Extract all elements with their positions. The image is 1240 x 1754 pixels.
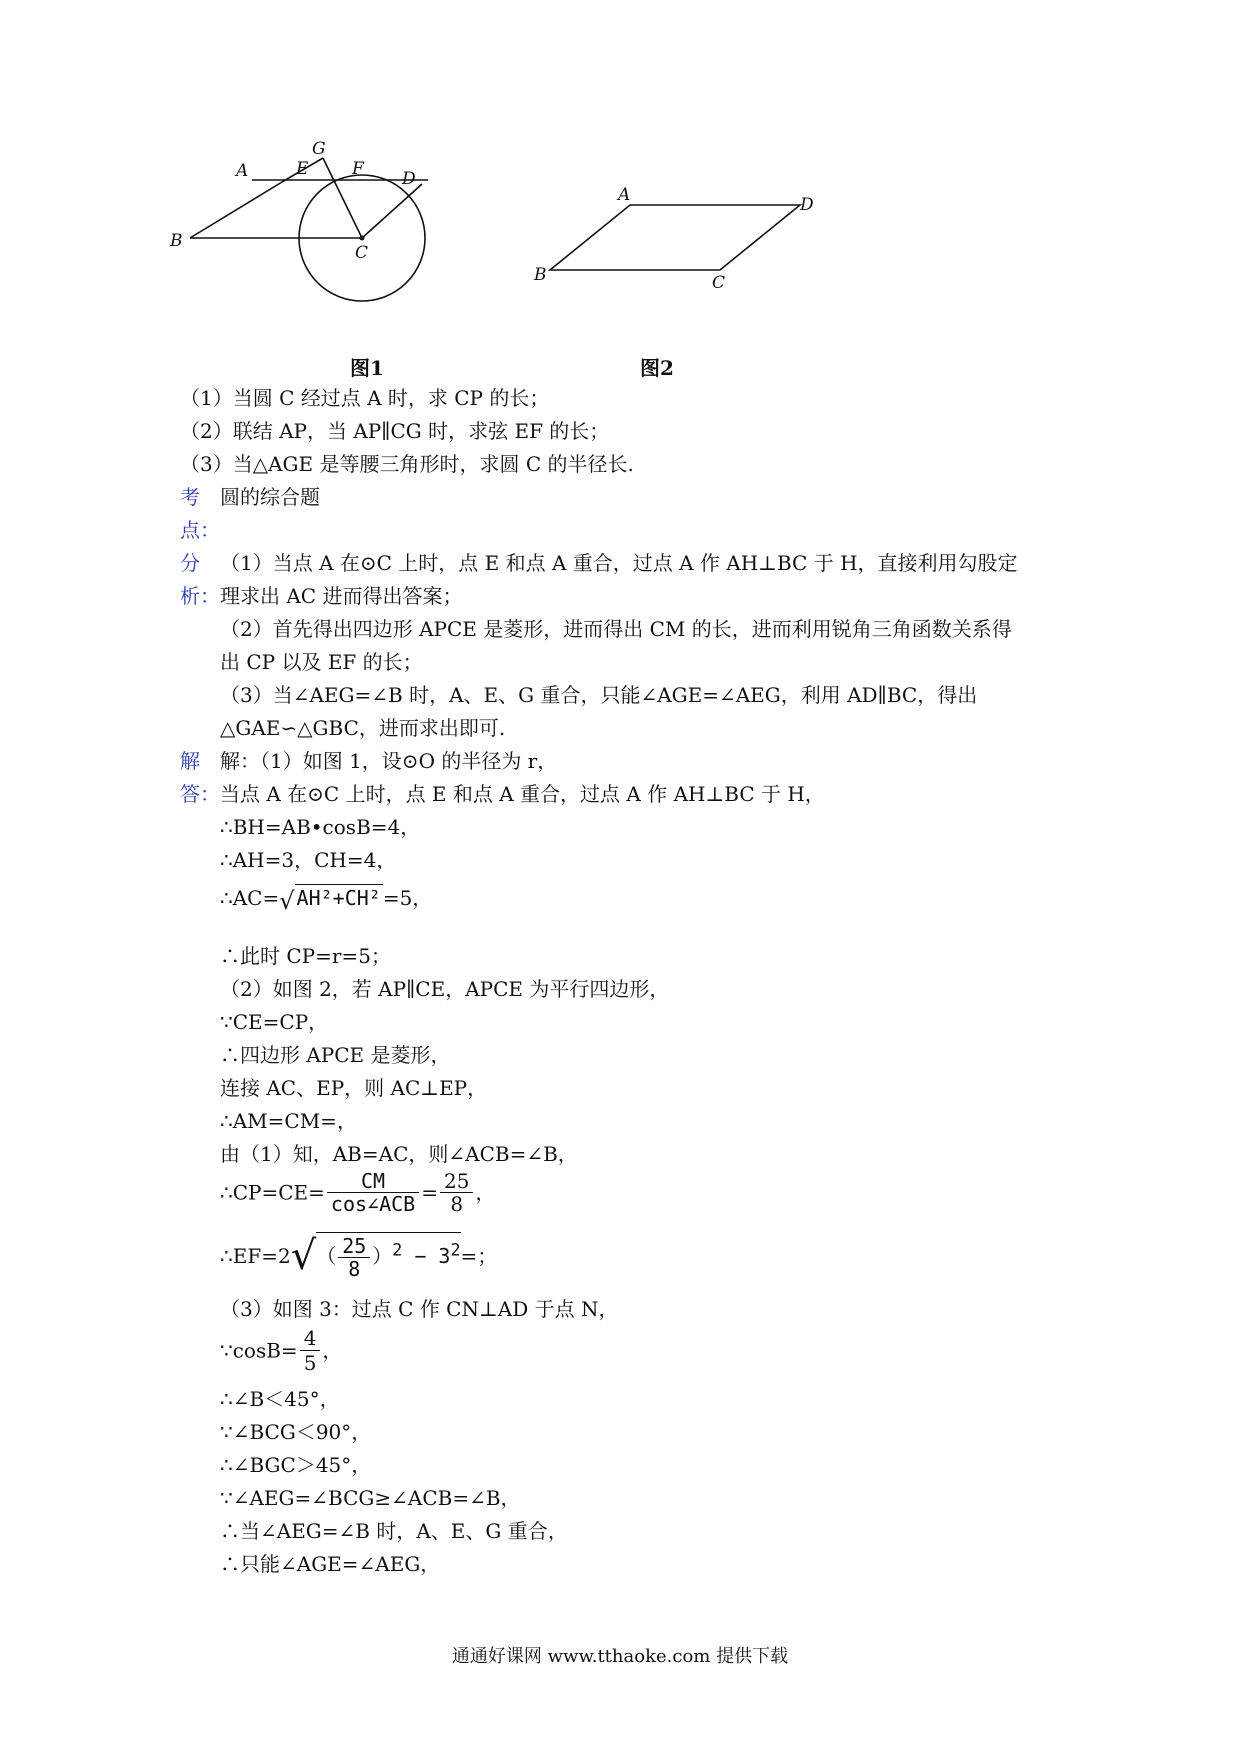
exp-2: 2 [450, 1240, 461, 1260]
fraction-numerator: CM [327, 1170, 419, 1193]
segment-ab [190, 182, 282, 238]
answer-line-4: ∴AH=3，CH=4， [220, 848, 397, 872]
answer-line-1: 解：（1）如图 1，设⊙O 的半径为 r， [220, 749, 558, 773]
fig2-label-b: B [534, 265, 547, 285]
parallelogram-abcd [550, 205, 800, 270]
answer-line-19: ∴∠BGC＞45°， [220, 1453, 372, 1477]
fenxi-line-5: （3）当∠AEG=∠B 时，A、E、G 重合，只能∠AGE=∠AEG，利用 AD∥BC，得出 [220, 683, 978, 707]
fig1-label-d: D [402, 169, 416, 189]
answer-line-11: ∴AM=CM=， [220, 1109, 357, 1133]
paren-close: ） [372, 1244, 393, 1268]
fraction-cm-cos [327, 1170, 419, 1215]
fig1-label-a: A [236, 161, 249, 181]
fig1-label-e: E [296, 159, 309, 179]
cp-suffix: ， [475, 1180, 496, 1205]
answer-line-22: ∴只能∠AGE=∠AEG， [220, 1552, 441, 1576]
answer-line-9: ∴四边形 APCE 是菱形， [220, 1043, 451, 1067]
answer-line-13 [220, 1170, 495, 1215]
fraction-25-8 [440, 1170, 473, 1215]
fraction-denominator: cos∠ACB [330, 1192, 416, 1216]
answer-line-14: ∴EF=2√（ $\frac{25}{8}$ ）$^2 - 3^2=$； [220, 1233, 498, 1281]
answer-line-20: ∵∠AEG=∠BCG≥∠ACB=∠B， [220, 1486, 521, 1510]
figure-1-caption: 图1 [350, 356, 384, 380]
fraction-25-8-b [338, 1235, 370, 1280]
fraction-denominator-2: 8 [450, 1192, 464, 1216]
question-2: （2）联结 AP，当 AP∥CG 时，求弦 EF 的长； [180, 419, 610, 443]
answer-line-15: （3）如图 3：过点 C 作 CN⊥AD 于点 N， [220, 1297, 619, 1321]
fraction-4-5 [300, 1326, 321, 1375]
ef-den: 8 [348, 1257, 361, 1281]
answer-line-8: ∵CE=CP， [220, 1010, 329, 1034]
fig1-label-c: C [355, 243, 369, 263]
answer-line-2: 当点 A 在⊙C 上时，点 E 和点 A 重合，过点 A 作 AH⊥BC 于 H， [220, 782, 825, 806]
question-1: （1）当圆 C 经过点 A 时，求 CP 的长； [180, 386, 550, 410]
figure-1 [170, 140, 490, 360]
jieda-tag-2: 答： [180, 782, 220, 806]
answer-line-7: （2）如图 2，若 AP∥CE，APCE 为平行四边形， [220, 977, 670, 1001]
fig1-label-g: G [312, 140, 326, 159]
answer-line-18: ∵∠BCG＜90°， [220, 1420, 372, 1444]
ef-num: 25 [338, 1235, 370, 1258]
equals: = [421, 1180, 438, 1205]
fenxi-line-1: （1）当点 A 在⊙C 上时，点 E 和点 A 重合，过点 A 作 AH⊥BC 于 H，直接利用勾股定 [220, 551, 1018, 575]
fenxi-tag-2: 析： [180, 584, 220, 608]
answer-line-12: 由（1）知，AB=AC，则∠ACB=∠B， [220, 1142, 578, 1166]
paren-open: （ [316, 1244, 337, 1268]
minus-three: − 3 [402, 1244, 451, 1268]
exp-1: 2 [392, 1240, 403, 1260]
fig1-label-b: B [170, 231, 183, 251]
answer-line-17: ∴∠B＜45°， [220, 1387, 340, 1411]
figure-2 [530, 180, 850, 290]
kaodian-tag-2: 点： [180, 518, 220, 542]
fenxi-line-6: △GAE∽△GBC，进而求出即可. [220, 716, 506, 740]
ac-radicand: AH²+CH² [296, 886, 381, 910]
fenxi-tag-1: 分 [180, 551, 200, 575]
footer-text: 通通好课网 www.tthaoke.com 提供下载 [451, 1646, 789, 1667]
jieda-tag-1: 解 [180, 749, 200, 773]
answer-line-6: ∴此时 CP=r=5； [220, 944, 391, 968]
answer-line-3: ∴BH=AB•cosB=4， [220, 815, 421, 839]
fig2-label-c: C [712, 273, 726, 290]
cosb-den: 5 [303, 1351, 317, 1375]
fenxi-line-4: 出 CP 以及 EF 的长； [220, 650, 423, 674]
question-3: （3）当△AGE 是等腰三角形时，求圆 C 的半径长. [180, 452, 634, 476]
fenxi-line-2: 理求出 AC 进而得出答案； [220, 584, 463, 608]
answer-line-10: 连接 AC、EP，则 AC⊥EP， [220, 1076, 488, 1100]
answer-line-16 [220, 1326, 342, 1375]
fig2-label-d: D [800, 195, 814, 215]
fenxi-line-3: （2）首先得出四边形 APCE 是菱形，进而得出 CM 的长，进而利用锐角三角函数关系得 [220, 617, 1012, 641]
ef-prefix: ∴EF=2 [220, 1244, 291, 1268]
ac-prefix: ∴AC= [220, 886, 280, 910]
ac-result: =5， [382, 886, 433, 910]
fraction-numerator-2: 25 [440, 1170, 473, 1193]
ef-suffix: =； [460, 1244, 498, 1268]
segment-cd [362, 184, 422, 238]
figure-2-caption: 图2 [640, 356, 674, 380]
fig1-label-f: F [352, 159, 364, 179]
kaodian-tag-1: 考 [180, 485, 200, 509]
answer-line-5: ∴AC=√ AH²+CH² =5， [220, 886, 433, 915]
cp-prefix: ∴CP=CE= [220, 1180, 325, 1205]
answer-line-21: ∴当∠AEG=∠B 时，A、E、G 重合， [220, 1519, 568, 1543]
cosb-suffix: ， [322, 1338, 343, 1363]
kaodian-text: 圆的综合题 [220, 485, 320, 509]
cosb-num: 4 [300, 1326, 321, 1351]
fig2-label-a: A [618, 185, 631, 205]
cosb-prefix: ∵cosB= [220, 1338, 298, 1363]
